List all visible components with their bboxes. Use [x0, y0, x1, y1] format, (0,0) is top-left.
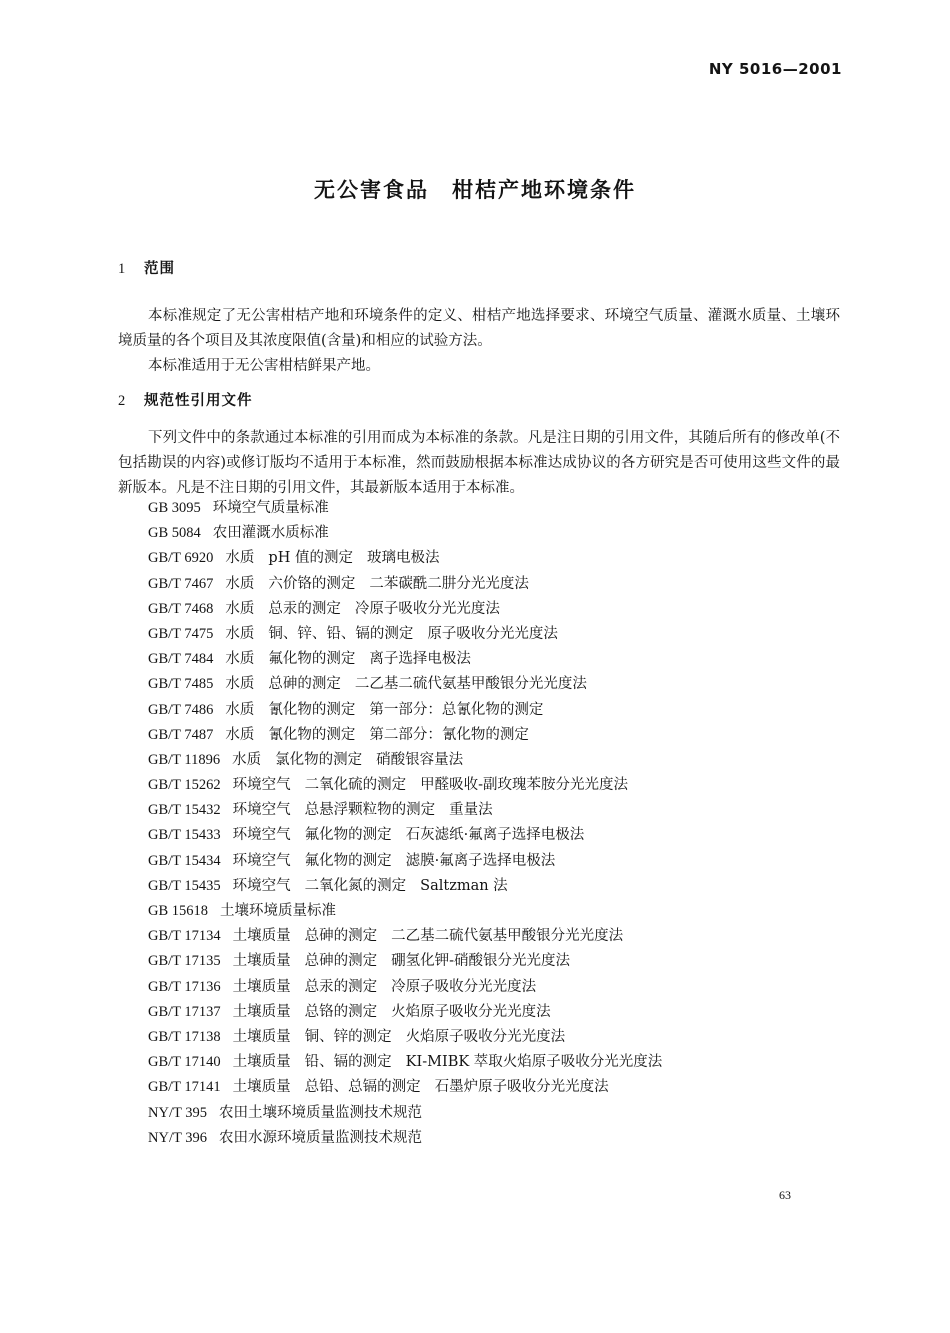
section-title: 范围: [144, 261, 175, 277]
reference-code: GB/T 15433: [148, 827, 221, 844]
reference-item: [148, 496, 848, 521]
reference-part: 土壤质量: [232, 1003, 291, 1020]
reference-code: GB 3095: [148, 500, 201, 516]
reference-part: 原子吸收分光光度法: [427, 625, 558, 642]
reference-code: GB/T 17137: [148, 1003, 221, 1020]
reference-item: [148, 874, 848, 899]
reference-item: [148, 1050, 848, 1075]
reference-part: 水质: [225, 575, 255, 592]
reference-code: NY/T 395: [148, 1104, 207, 1121]
reference-part: 总汞的测定: [304, 978, 378, 995]
reference-part: 总砷的测定: [304, 953, 378, 970]
paragraph: 本标准规定了无公害柑桔产地和环境条件的定义、柑桔产地选择要求、环境空气质量、灌溉水质量、土壤环境质量的各个项目及其浓度限值(含量)和相应的试验方法。: [118, 308, 840, 349]
reference-part: 硼氢化钾-硝酸银分光光度法: [391, 953, 571, 970]
reference-part: 土壤质量: [232, 1079, 291, 1096]
reference-part: 铜、锌的测定: [304, 1028, 392, 1045]
reference-part: 土壤质量: [232, 978, 291, 995]
reference-code: GB/T 17135: [148, 953, 221, 970]
reference-code: GB/T 7485: [148, 676, 214, 693]
reference-part: 硝酸银容量法: [376, 751, 464, 768]
reference-item: [148, 647, 848, 672]
reference-code: GB 5084: [148, 525, 201, 542]
reference-item: [148, 823, 848, 848]
reference-part: 二苯碳酰二肼分光光度法: [369, 575, 529, 592]
section-number: 1: [118, 261, 126, 277]
reference-item: [148, 773, 848, 798]
reference-code: GB/T 15434: [148, 852, 221, 869]
reference-part: 铅、镉的测定: [304, 1054, 392, 1071]
paragraph: 下列文件中的条款通过本标准的引用而成为本标准的条款。凡是注日期的引用文件，其随后所有的修改单(不包括勘误的内容)或修订版均不适用于本标准，然而鼓励根据本标准达成协议的各方研究是否可使用这些文件的最新版本。凡是不注日期的引用文件，其最新版本适用于本标准。: [118, 430, 840, 496]
reference-part: 总铅、总镉的测定: [304, 1079, 421, 1096]
reference-item: [148, 546, 848, 571]
standard-number: NY 5016—2001: [708, 60, 842, 78]
reference-code: GB/T 11896: [148, 751, 221, 768]
section-body-scope: [118, 304, 840, 379]
reference-item: [148, 949, 848, 974]
reference-part: 二乙基二硫代氨基甲酸银分光光度法: [391, 928, 624, 945]
reference-part: 土壤质量: [232, 1028, 291, 1045]
reference-part: 第二部分：氰化物的测定: [369, 726, 529, 743]
reference-part: 水质: [225, 600, 255, 617]
reference-item: [148, 622, 848, 647]
reference-part: 石墨炉原子吸收分光光度法: [434, 1079, 609, 1096]
reference-code: GB/T 7484: [148, 651, 214, 668]
reference-part: 总悬浮颗粒物的测定: [304, 802, 436, 819]
reference-code: GB/T 15435: [148, 877, 221, 894]
reference-part: 二氧化硫的测定: [304, 777, 407, 794]
reference-part: 甲醛吸收-副玫瑰苯胺分光光度法: [420, 777, 629, 794]
reference-part: 环境空气: [232, 827, 291, 844]
reference-item: [148, 1000, 848, 1025]
reference-part: 火焰原子吸收分光光度法: [405, 1028, 566, 1045]
section-body-references: [118, 426, 840, 501]
reference-part: 二氧化氮的测定: [304, 877, 407, 894]
page-number: 63: [779, 1188, 791, 1202]
reference-part: 石灰滤纸·氟离子选择电极法: [405, 827, 585, 844]
reference-part: 土壤质量: [232, 928, 291, 945]
reference-part: 水质: [225, 676, 255, 693]
reference-code: GB/T 15262: [148, 777, 221, 794]
reference-part: 冷原子吸收分光光度法: [354, 600, 500, 617]
reference-item: [148, 899, 848, 924]
reference-part: 六价铬的测定: [268, 575, 356, 592]
reference-code: GB/T 15432: [148, 802, 221, 819]
reference-part: 水质: [225, 550, 255, 567]
reference-part: 水质: [232, 751, 262, 768]
reference-code: GB/T 7468: [148, 600, 214, 617]
reference-item: [148, 1025, 848, 1050]
reference-part: 总汞的测定: [268, 600, 341, 617]
reference-part: 环境空气: [232, 852, 291, 869]
reference-part: 离子选择电极法: [369, 651, 471, 668]
reference-part: 农田水源环境质量监测技术规范: [218, 1129, 422, 1146]
reference-part: pH 值的测定: [268, 550, 353, 567]
reference-part: 铜、锌、铅、镉的测定: [268, 625, 414, 642]
reference-item: [148, 798, 848, 823]
reference-part: 总砷的测定: [304, 928, 378, 945]
section-heading-scope: [118, 257, 175, 278]
reference-part: 氟化物的测定: [304, 827, 392, 844]
reference-item: [148, 975, 848, 1000]
section-title: 规范性引用文件: [144, 393, 253, 409]
reference-part: 环境空气: [232, 777, 291, 794]
reference-part: Saltzman 法: [420, 877, 508, 894]
reference-part: 氯化物的测定: [275, 751, 363, 768]
reference-part: 二乙基二硫代氨基甲酸银分光光度法: [354, 676, 587, 693]
reference-code: GB/T 7486: [148, 701, 214, 718]
reference-item: [148, 1101, 848, 1126]
reference-code: GB/T 17136: [148, 978, 221, 995]
reference-code: GB/T 7467: [148, 575, 214, 592]
document-title: 无公害食品 柑桔产地环境条件: [314, 178, 636, 202]
reference-code: GB/T 17138: [148, 1028, 221, 1045]
reference-part: 水质: [225, 726, 255, 743]
section-heading-references: [118, 389, 253, 410]
reference-item: [148, 672, 848, 697]
reference-list: [148, 496, 848, 1151]
reference-part: 重量法: [449, 802, 493, 819]
reference-code: GB/T 7475: [148, 625, 214, 642]
reference-item: [148, 597, 848, 622]
reference-item: [148, 723, 848, 748]
reference-part: 水质: [225, 651, 255, 668]
reference-part: KI-MIBK 萃取火焰原子吸收分光光度法: [405, 1054, 663, 1071]
reference-item: [148, 572, 848, 597]
reference-part: 氰化物的测定: [268, 701, 356, 718]
reference-item: [148, 849, 848, 874]
reference-part: 环境空气质量标准: [212, 500, 329, 516]
reference-code: NY/T 396: [148, 1129, 207, 1146]
reference-part: 农田土壤环境质量监测技术规范: [218, 1104, 422, 1121]
reference-part: 氟化物的测定: [268, 651, 356, 668]
reference-part: 土壤质量: [232, 953, 291, 970]
reference-item: [148, 698, 848, 723]
reference-code: GB/T 17141: [148, 1079, 221, 1096]
reference-item: [148, 1126, 848, 1151]
reference-code: GB/T 17140: [148, 1054, 221, 1071]
section-number: 2: [118, 393, 126, 409]
reference-code: GB/T 7487: [148, 726, 214, 743]
reference-code: GB/T 6920: [148, 550, 214, 567]
reference-item: [148, 521, 848, 546]
paragraph: 本标准适用于无公害柑桔鲜果产地。: [148, 358, 380, 374]
reference-part: 玻璃电极法: [366, 550, 440, 567]
reference-item: [148, 748, 848, 773]
reference-part: 总铬的测定: [304, 1003, 378, 1020]
reference-code: GB/T 17134: [148, 928, 221, 945]
reference-part: 火焰原子吸收分光光度法: [391, 1003, 551, 1020]
reference-part: 滤膜·氟离子选择电极法: [405, 852, 556, 869]
reference-item: [148, 924, 848, 949]
reference-part: 环境空气: [232, 877, 291, 894]
reference-code: GB 15618: [148, 903, 209, 919]
reference-part: 农田灌溉水质标准: [212, 525, 329, 542]
reference-part: 土壤质量: [232, 1054, 291, 1071]
reference-part: 土壤环境质量标准: [220, 903, 337, 919]
reference-part: 总砷的测定: [268, 676, 341, 693]
reference-part: 冷原子吸收分光光度法: [391, 978, 537, 995]
reference-part: 氟化物的测定: [304, 852, 392, 869]
reference-part: 第一部分：总氰化物的测定: [369, 701, 544, 718]
reference-part: 水质: [225, 625, 255, 642]
reference-part: 水质: [225, 701, 255, 718]
reference-part: 环境空气: [232, 802, 291, 819]
reference-part: 氰化物的测定: [268, 726, 356, 743]
reference-item: [148, 1075, 848, 1100]
